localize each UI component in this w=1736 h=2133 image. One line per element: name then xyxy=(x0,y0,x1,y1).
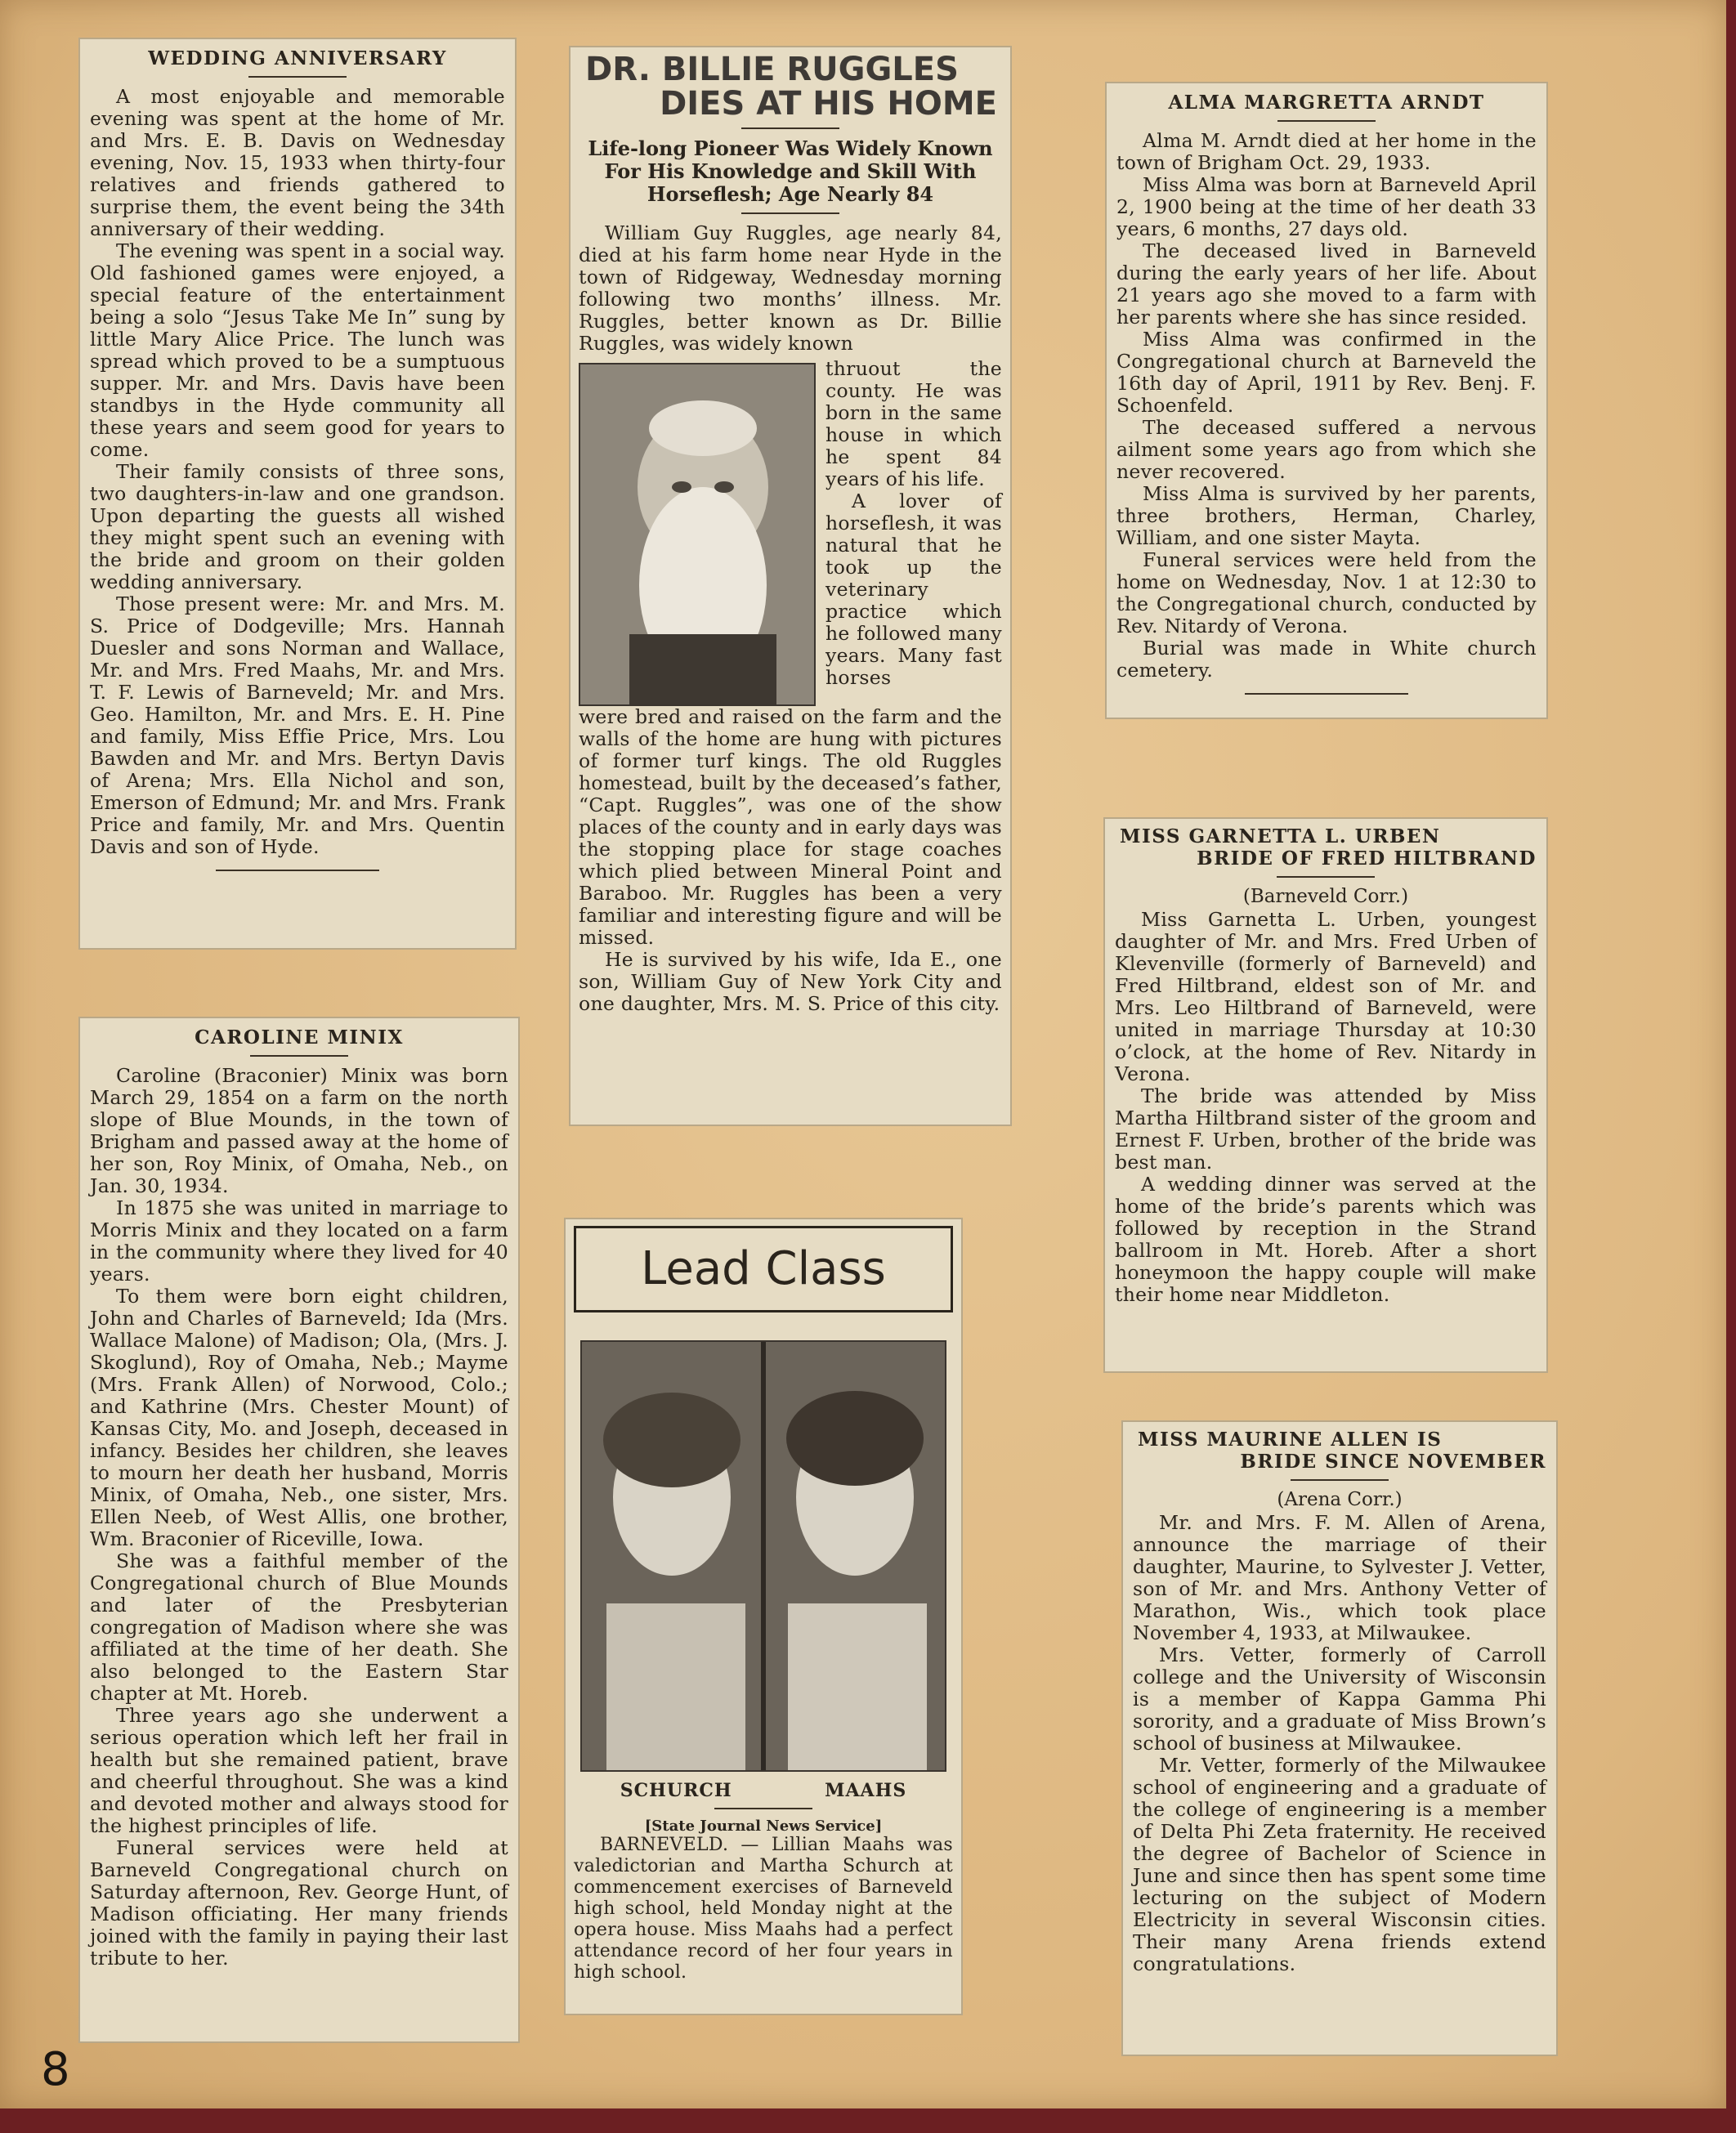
caroline-minix-clipping xyxy=(78,1017,520,2043)
clipping-title: ALMA MARGRETTA ARNDT xyxy=(1168,92,1485,114)
portrait-photo xyxy=(579,363,816,706)
clipping-title: BRIDE OF FRED HILTBRAND xyxy=(1197,847,1537,870)
lead-class-clipping xyxy=(564,1218,963,2015)
paragraph: Funeral services were held from the home on Wednesday, Nov. 1 at 12:30 to the Congregational church, conducted by Rev. Nitardy of Verona. xyxy=(1116,548,1537,637)
paragraph: Their family consists of three sons, two daughters-in-law and one grandson. Upon departing the guests all wished they might spent such an evening with the bride and groom on their golden wedding anniversary. xyxy=(90,460,505,593)
paragraph: thruout the county. He was born in the same house in which he spent 84 years of his life. xyxy=(825,357,1002,490)
paragraph: Those present were: Mr. and Mrs. M. S. Price of Dodgeville; Mrs. Hannah Duesler and sons Norman and Wallace, Mr. and Mrs. Fred Maahs, Mr. and Mrs. T. F. Lewis of Barneveld; Mr. and Mrs. Geo. Hamilton, Mr. and Mrs. E. H. Pine and family, Miss Effie Price, Mrs. Lou Bawden and Mr. and Mrs. Bertyn Davis of Arena; Mrs. Ella Nichol and son, Emerson of Edmund; Mr. and Mrs. Frank Price and family, Mr. and Mrs. Quentin Davis and son of Hyde. xyxy=(90,592,505,858)
correspondent: (Arena Corr.) xyxy=(1277,1489,1403,1510)
paragraph: She was a faithful member of the Congregational church of Blue Mounds and later of the Presbyterian congregation of Madison where she was affiliated at the time of her death. She also belonged to the Eastern Star chapter at Mt. Horeb. xyxy=(90,1549,508,1705)
paragraph: The evening was spent in a social way. Old fashioned games were enjoyed, a special feature of the entertainment being a solo “Jesus Take Me In” sung by little Mary Alice Price. The lunch was spread which proved to be a sumptuous supper. Mr. and Mrs. Davis have been standbys in the Hyde community all these years and seem good for years to come. xyxy=(90,239,505,461)
headline: DIES AT HIS HOME xyxy=(660,85,997,123)
divider xyxy=(1277,120,1376,122)
alma-arndt-clipping xyxy=(1105,82,1548,719)
paragraph: The deceased lived in Barneveld during the early years of her life. About 21 years ago she moved to a farm with her parents where she has since resided. xyxy=(1116,239,1537,329)
maurine-allen-clipping xyxy=(1121,1420,1558,2056)
paragraph: Miss Alma is survived by her parents, three brothers, Herman, Charley, William, and one sister Mayta. xyxy=(1116,482,1537,549)
bearded-man-portrait xyxy=(580,364,814,704)
divider xyxy=(714,1808,812,1809)
paragraph: To them were born eight children, John and Charles of Barneveld; Ida (Mrs. Wallace Malone) of Madison; Ola, (Mrs. J. Skoglund), Roy of Omaha, Neb.; Mayme (Mrs. Frank Allen) of Norwood, Colo.; and Kathrine (Mrs. Chester Mount) of Kansas City, Mo. and Joseph, deceased in infancy. Besides her children, she leaves to mourn her death her husband, Morris Minix, of Omaha, Neb., one sister, Mrs. Ellen Neeb, of West Allis, one brother, Wm. Braconier of Riceville, Iowa. xyxy=(90,1285,508,1550)
paragraph: BARNEVELD. — Lillian Maahs was valedictorian and Martha Schurch at commencement exercises of Barneveld high school, held Monday night at the opera house. Miss Maahs had a perfect attendance record of her four years in high school. xyxy=(574,1835,953,1983)
paragraph: Funeral services were held at Barneveld Congregational church on Saturday afternoon, Rev. George Hunt, of Madison officiating. Her many friends joined with the family in paying their last tribute to her. xyxy=(90,1836,508,1970)
paragraph: Mr. and Mrs. F. M. Allen of Arena, announce the marriage of their daughter, Maurine, to Sylvester J. Vetter, son of Mr. and Mrs. Anthony Vetter of Marathon, Wis., which took place November 4, 1933, at Milwaukee. xyxy=(1133,1511,1546,1644)
clipping-title: MISS MAURINE ALLEN IS xyxy=(1138,1429,1443,1451)
paragraph: The deceased suffered a nervous ailment some years ago from which she never recovered. xyxy=(1116,416,1537,483)
ruggles-obituary-clipping xyxy=(569,46,1012,1126)
clipping-title: WEDDING ANNIVERSARY xyxy=(148,47,447,69)
paragraph: Caroline (Braconier) Minix was born March 29, 1854 on a farm on the north slope of Blue Mounds, in the town of Brigham and passed away at the home of her son, Roy Minix, of Omaha, Neb., on Jan. 30, 1934. xyxy=(90,1064,508,1197)
paragraph: Miss Garnetta L. Urben, youngest daughter of Mr. and Mrs. Fred Urben of Klevenville (formerly of Barneveld) and Fred Hiltbrand, eldest son of Mr. and Mrs. Leo Hiltbrand of Barneveld, were united in marriage Thursday at 10:30 o’clock, at the home of Rev. Nitardy in Verona. xyxy=(1115,908,1537,1085)
caption-right: MAAHS xyxy=(825,1780,907,1801)
wedding-anniversary-clipping xyxy=(78,38,517,950)
two-girls-portrait xyxy=(582,1342,945,1770)
paragraph: Burial was made in White church cemetery. xyxy=(1116,637,1537,682)
news-service: [State Journal News Service] xyxy=(644,1818,883,1835)
caption-left: SCHURCH xyxy=(620,1780,732,1801)
divider xyxy=(1277,876,1375,878)
clipping-title: BRIDE SINCE NOVEMBER xyxy=(1240,1451,1546,1473)
divider xyxy=(248,76,347,78)
paragraph: were bred and raised on the farm and the walls of the home are hung with pictures of former turf kings. The old Ruggles homestead, built by the deceased’s father, “Capt. Ruggles”, was one of the show places of the county and in early days was the stopping place for stage coaches which plied between Mineral Point and Baraboo. Mr. Ruggles has been a very familiar and interesting figure and will be missed. xyxy=(579,705,1002,949)
paragraph: He is survived by his wife, Ida E., one son, William Guy of New York City and one daughter, Mrs. M. S. Price of this city. xyxy=(579,948,1002,1015)
subheadline: Life-long Pioneer Was Widely Known For His Knowledge and Skill With Horseflesh; Age Nearly 84 xyxy=(588,136,993,206)
paragraph: A most enjoyable and memorable evening was spent at the home of Mr. and Mrs. E. B. Davis on Wednesday evening, Nov. 15, 1933 when thirty-four relatives and friends gathered to surprise them, the event being the 34th anniversary of their wedding. xyxy=(90,85,505,240)
paragraph: Alma M. Arndt died at her home in the town of Brigham Oct. 29, 1933. xyxy=(1116,129,1537,174)
paragraph: Mrs. Vetter, formerly of Carroll college and the University of Wisconsin is a member of Kappa Gamma Phi sorority, and a graduate of Miss Brown’s school of business at Milwaukee. xyxy=(1133,1643,1546,1755)
divider xyxy=(1245,693,1408,695)
garnetta-urben-clipping xyxy=(1103,817,1548,1373)
divider xyxy=(216,870,379,871)
divider xyxy=(741,127,839,129)
graduates-photo xyxy=(580,1340,946,1772)
page-number: 8 xyxy=(41,2043,70,2096)
divider xyxy=(741,212,839,214)
clipping-title: MISS GARNETTA L. URBEN xyxy=(1120,825,1441,847)
paragraph: Miss Alma was born at Barneveld April 2, 1900 being at the time of her death 33 years, 6 months, 27 days old. xyxy=(1116,173,1537,240)
paragraph: Miss Alma was confirmed in the Congregational church at Barneveld the 16th day of April, 1911 by Rev. Benj. F. Schoenfeld. xyxy=(1116,328,1537,417)
paragraph: William Guy Ruggles, age nearly 84, died at his farm home near Hyde in the town of Ridgeway, Wednesday morning following two months’ illness. Mr. Ruggles, better known as Dr. Billie Ruggles, was widely known xyxy=(579,221,1002,355)
clipping-title: CAROLINE MINIX xyxy=(195,1026,404,1049)
headline: DR. BILLIE RUGGLES xyxy=(585,51,959,88)
paragraph: A wedding dinner was served at the home of the bride’s parents which was followed by reception in the Strand ballroom in Mt. Horeb. After a short honeymoon the happy couple will make their home near Middleton. xyxy=(1115,1173,1537,1306)
paragraph: In 1875 she was united in marriage to Morris Minix and they located on a farm in the community where they lived for 40 years. xyxy=(90,1196,508,1286)
paragraph: Mr. Vetter, formerly of the Milwaukee school of engineering and a graduate of the college of engineering is a member of Delta Phi Zeta fraternity. He received the degree of Bachelor of Science in June and since then has spent some time lecturing on the subject of Modern Electricity in several Wisconsin cities. Their many Arena friends extend congratulations. xyxy=(1133,1754,1546,1975)
paragraph: A lover of horseflesh, it was natural that he took up the veterinary practice which he followed many years. Many fast horses xyxy=(825,490,1002,689)
paragraph: The bride was attended by Miss Martha Hiltbrand sister of the groom and Ernest F. Urben, brother of the bride was best man. xyxy=(1115,1084,1537,1174)
divider xyxy=(250,1055,348,1057)
divider xyxy=(1291,1479,1389,1481)
correspondent: (Barneveld Corr.) xyxy=(1242,886,1409,907)
paragraph: Three years ago she underwent a serious operation which left her frail in health but she remained patient, brave and cheerful throughout. She was a kind and devoted mother and always stood for the highest principles of life. xyxy=(90,1704,508,1837)
lead-class-title: Lead Class xyxy=(574,1226,953,1312)
